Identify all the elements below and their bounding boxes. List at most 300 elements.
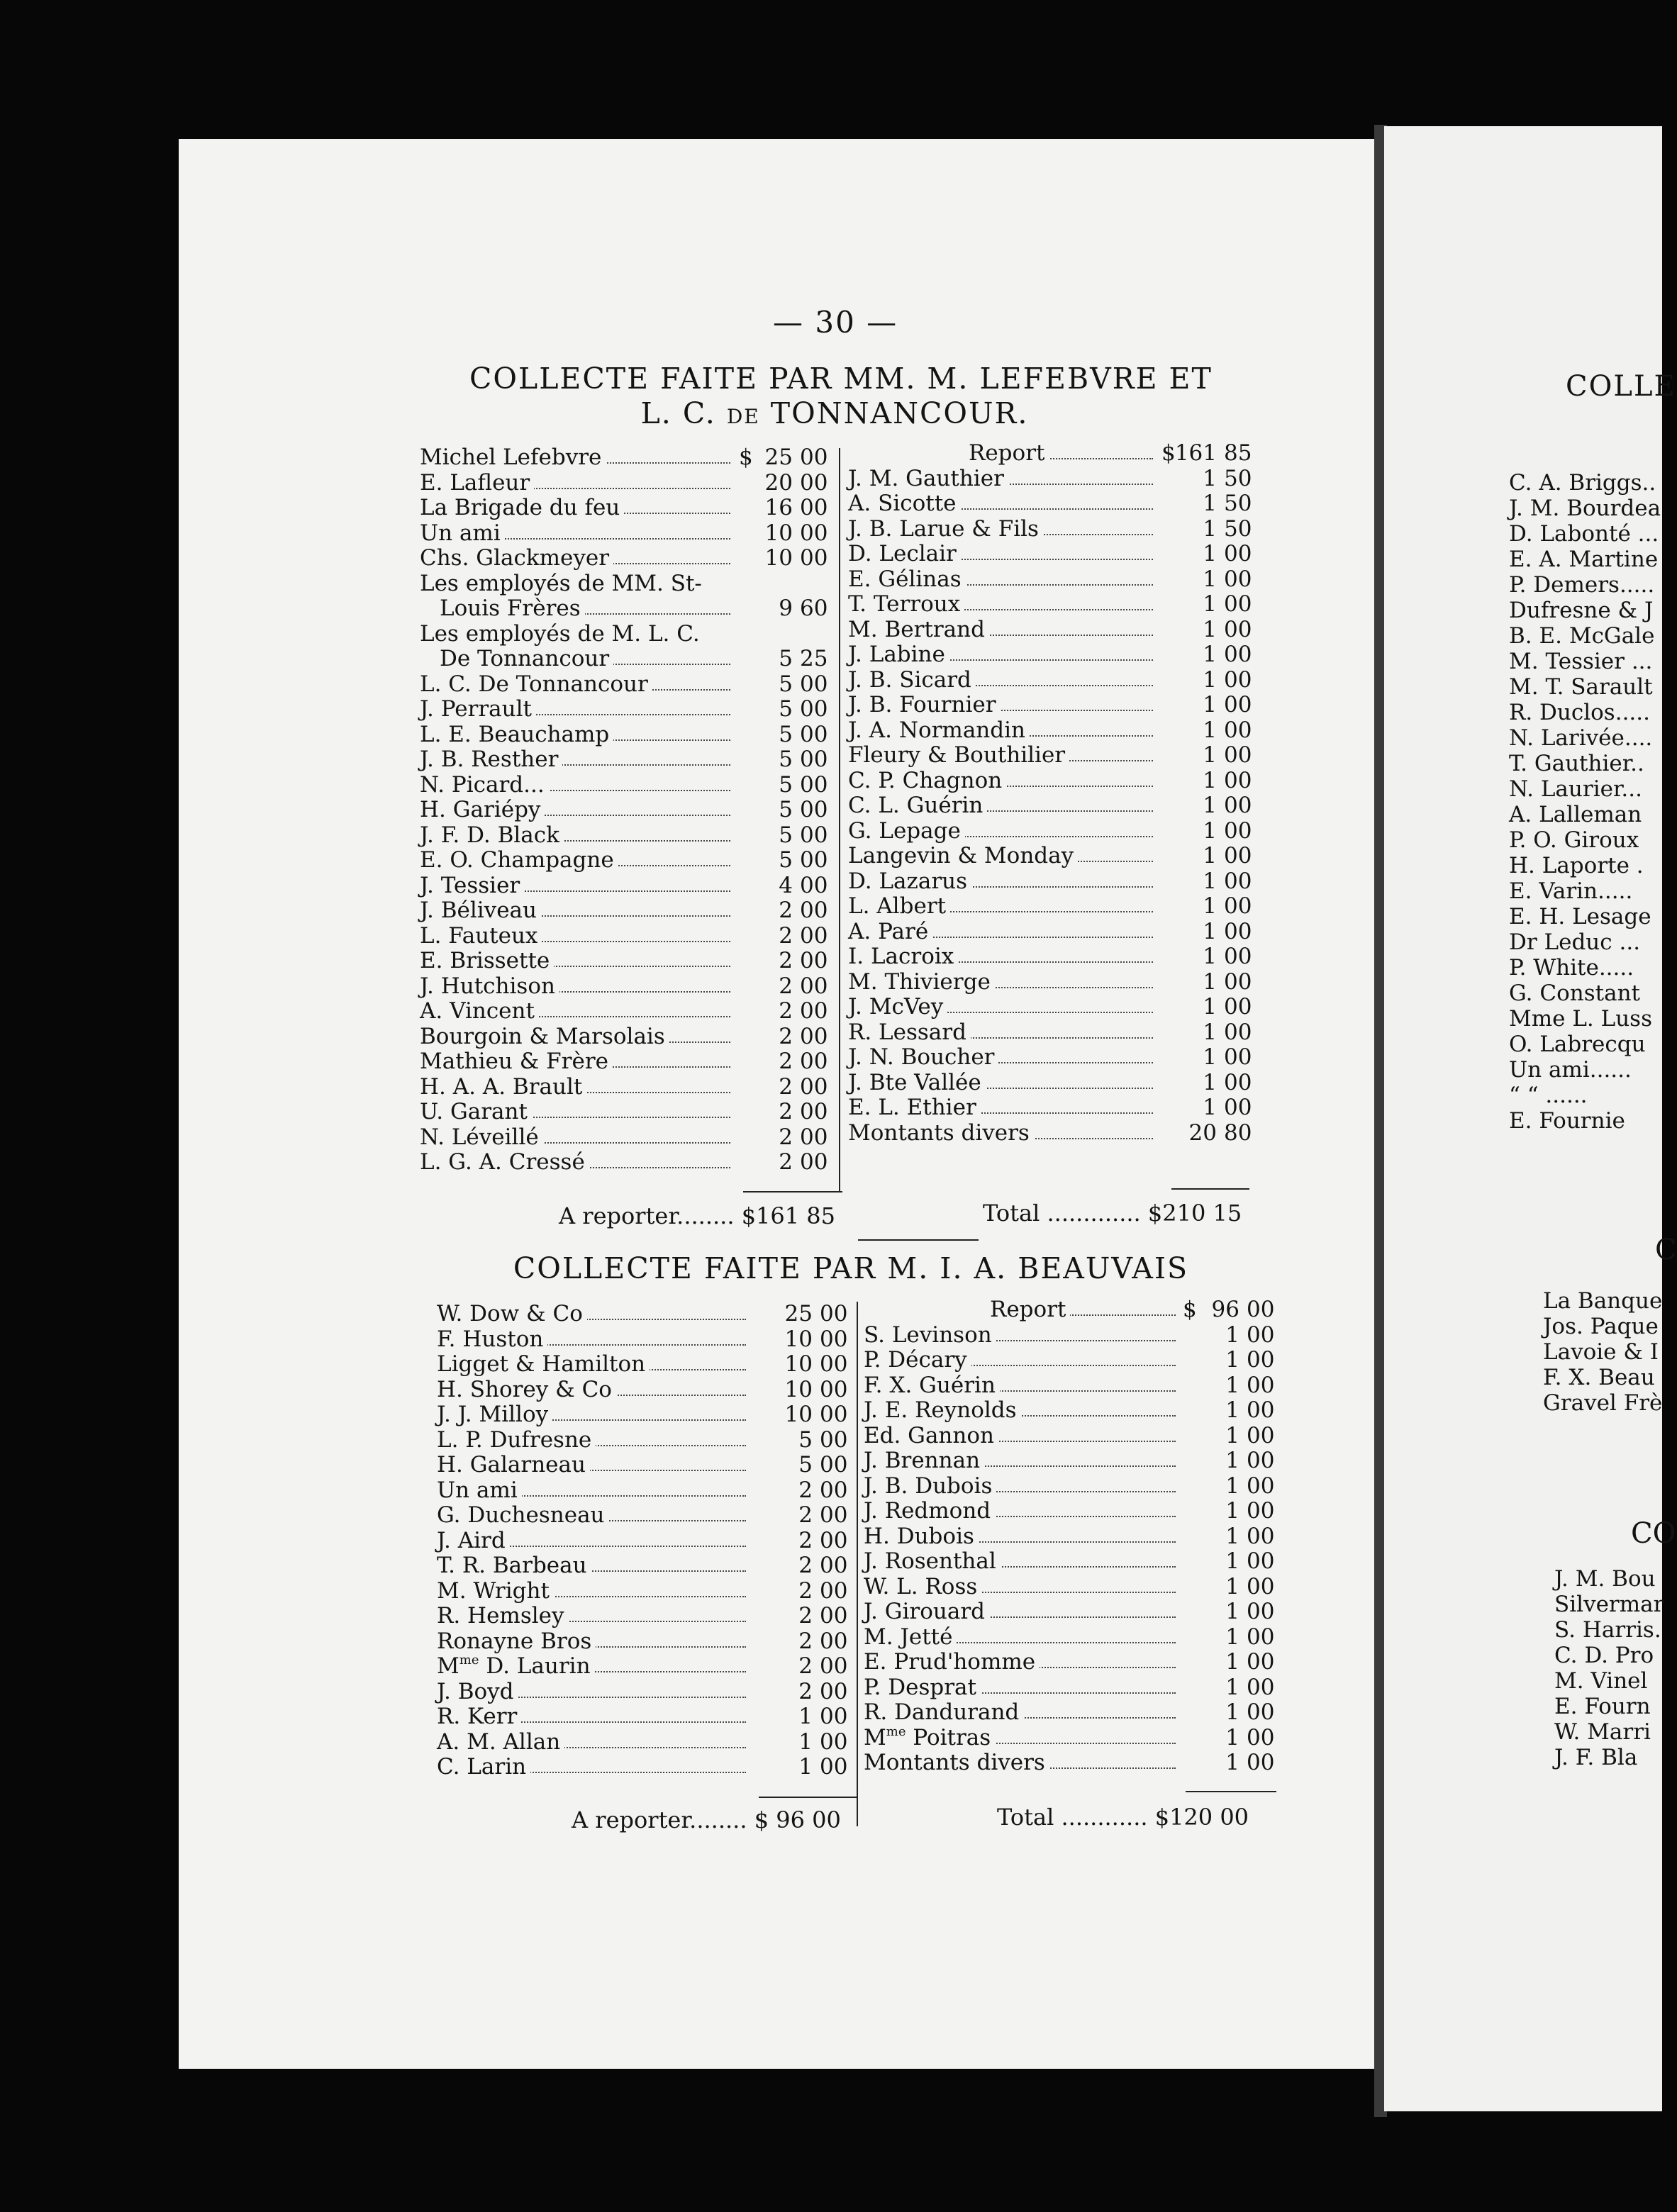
amount-cents: 00 [1224, 692, 1252, 717]
amount-dollars: 20 [1188, 1119, 1217, 1146]
contributor-name: J. B. Dubois [864, 1474, 996, 1499]
amount-dollars: 1 [1225, 1599, 1239, 1624]
next-page-entry: C. A. Briggs.. [1509, 470, 1656, 496]
next-page-entry: J. M. Bourdea [1509, 496, 1661, 521]
ledger-row [848, 1121, 1252, 1146]
amount-cents: 00 [1224, 541, 1252, 566]
amount-dollars: 1 [1203, 918, 1217, 944]
amount-dollars: 2 [798, 1477, 813, 1503]
amount-cents: 00 [820, 1326, 848, 1352]
contributor-name: La Brigade du feu [420, 496, 624, 521]
amount-dollars: 1 [1225, 1724, 1239, 1750]
contributor-name: J. McVey [848, 995, 947, 1020]
next-page-entry: S. Harris. [1554, 1617, 1661, 1643]
contributor-name: D. Leclair [848, 542, 961, 567]
amount-cents: 00 [1224, 793, 1252, 818]
amount-cents: 00 [1224, 918, 1252, 944]
contributor-name: E. Lafleur [420, 471, 534, 496]
amount-dollars: 1 [1203, 692, 1217, 717]
amount-cents: 00 [800, 747, 828, 772]
amount-dollars: 2 [798, 1502, 813, 1528]
ledger-row [420, 546, 845, 571]
amount-cents: 00 [800, 1049, 828, 1074]
amount-dollars: 1 [1203, 616, 1217, 642]
amount-cents: 00 [800, 469, 828, 496]
amount-cents: 00 [800, 847, 828, 873]
contributor-name: J. Hutchison [420, 974, 559, 1000]
amount-dollars: 2 [779, 948, 793, 973]
contributor-name: J. J. Milloy [437, 1402, 552, 1428]
amount-dollars: 1 [1225, 1422, 1239, 1448]
amount-dollars: 1 [1203, 843, 1217, 868]
contributor-name: P. Desprat [864, 1675, 981, 1701]
next-page-entry: A. Lalleman [1509, 802, 1642, 827]
section1-left-column [420, 445, 845, 1175]
contributor-name: H. Shorey & Co [437, 1378, 616, 1403]
amount-dollars: 2 [798, 1553, 813, 1578]
amount-cents: 50 [1224, 491, 1252, 516]
contributor-name: A. M. Allan [437, 1730, 564, 1755]
amount-cents: 00 [800, 1149, 828, 1175]
section2-a-reporter: A reporter........ $ 96 00 [572, 1806, 841, 1833]
amount-dollars: 4 [779, 872, 793, 898]
amount-dollars: 5 [779, 822, 793, 848]
amount-cents: 00 [1247, 1498, 1275, 1524]
amount-dollars: 1 [1203, 1044, 1217, 1070]
next-page-entry: Silvermar [1554, 1592, 1664, 1617]
contributor-name: De Tonnancour [440, 647, 613, 672]
amount-cents: 00 [800, 495, 828, 520]
next-page-entry: P. Demers..... [1509, 572, 1655, 598]
contributor-name: R. Dandurand [864, 1700, 1023, 1726]
contributor-name: T. Terroux [848, 592, 964, 618]
next-page-entry: E. A. Martine [1509, 547, 1659, 572]
amount-cents: 00 [820, 1628, 848, 1654]
amount-dollars: 5 [798, 1426, 813, 1453]
next-page-entry: Dr Leduc ... [1509, 929, 1641, 955]
amount-dollars: 2 [798, 1653, 813, 1679]
next-page-entry: E. Fournie [1509, 1108, 1625, 1134]
amount-dollars: 5 [779, 847, 793, 873]
amount-cents: 00 [1224, 717, 1252, 743]
contributor-name: R. Lessard [848, 1020, 971, 1046]
next-page-entry: N. Larivée.... [1509, 725, 1653, 751]
contributor-name: L. G. A. Cressé [420, 1150, 589, 1175]
next-page-entry: Jos. Paque [1543, 1314, 1659, 1339]
amount-cents: 00 [820, 1678, 848, 1704]
amount-cents: 00 [1247, 1473, 1275, 1499]
amount-dollars: 5 [779, 771, 793, 798]
next-page-entry: F. X. Beau [1543, 1365, 1655, 1390]
section2-left-rule [759, 1797, 858, 1798]
contributor-name: L. C. De Tonnancour [420, 672, 652, 698]
contributor-name: C. L. Guérin [848, 793, 987, 819]
amount-cents: 00 [1247, 1347, 1275, 1373]
amount-dollars: 1 [1203, 666, 1217, 693]
contributor-name: E. L. Ethier [848, 1095, 981, 1121]
contributor-name: E. O. Champagne [420, 848, 618, 873]
next-page-list-3 [1554, 1567, 1664, 1771]
section1-title-line1: COLLECTE FAITE PAR MM. M. LEFEBVRE ET [469, 362, 1213, 396]
amount-cents: 00 [1224, 666, 1252, 693]
amount-dollars: 2 [779, 922, 793, 949]
contributor-name: Montants divers [848, 1121, 1034, 1146]
next-page-list-1 [1509, 471, 1661, 1134]
amount-dollars: 1 [1225, 1674, 1239, 1700]
amount-cents: 50 [1224, 515, 1252, 542]
amount-dollars: 10 [784, 1402, 813, 1427]
next-page-entry: H. Laporte . [1509, 853, 1644, 878]
amount-cents: 00 [1247, 1573, 1275, 1599]
amount-cents: 00 [1224, 893, 1252, 919]
amount-cents: 80 [1224, 1119, 1252, 1146]
amount-dollars: 10 [784, 1376, 813, 1402]
ledger-row [420, 596, 845, 622]
contributor-name: N. Picard... [420, 773, 549, 798]
amount-dollars: 1 [1225, 1573, 1239, 1599]
amount-cents: 00 [820, 1452, 848, 1478]
contributor-name: J. M. Gauthier [848, 467, 1008, 492]
section2-left-column [437, 1302, 855, 1780]
title-abbrev: me [459, 1653, 479, 1668]
amount-dollars: 1 [798, 1728, 813, 1755]
amount-dollars: 1 [1203, 1095, 1217, 1120]
section1-right-rule [1171, 1188, 1249, 1190]
amount-cents: 00 [800, 520, 828, 546]
contributor-name: N. Léveillé [420, 1125, 543, 1151]
section1-left-rule [743, 1191, 842, 1192]
amount-cents: 00 [1247, 1297, 1275, 1322]
amount-dollars: 2 [779, 1049, 793, 1074]
ledger-row [437, 1755, 855, 1780]
amount-cents: 00 [800, 671, 828, 697]
amount-dollars: 1 [1203, 944, 1217, 969]
contributor-name: I. Lacroix [848, 944, 958, 970]
next-page-entry: W. Marri [1554, 1719, 1651, 1745]
amount-dollars: 1 [1203, 767, 1217, 793]
contributor-name: Chs. Glackmeyer [420, 546, 613, 571]
contributor-name: Ed. Gannon [864, 1424, 998, 1449]
contributor-name: E. Brissette [420, 949, 554, 974]
section2-column-divider [857, 1302, 858, 1826]
next-page-entry: J. F. Bla [1554, 1745, 1638, 1770]
amount-cents: 00 [1224, 1069, 1252, 1095]
amount-cents: 00 [800, 545, 828, 571]
next-page-list-2 [1543, 1289, 1662, 1417]
contributor-name: Les employés de MM. St- [420, 570, 702, 596]
amount-dollars: 25 [784, 1301, 813, 1326]
section2-right-column [864, 1297, 1275, 1776]
contributor-name: Louis Frères [440, 596, 585, 622]
amount-cents: 00 [820, 1704, 848, 1729]
amount-cents: 00 [1247, 1322, 1275, 1348]
section2-title: COLLECTE FAITE PAR M. I. A. BEAUVAIS [513, 1251, 1189, 1285]
amount-dollars: 1 [1203, 817, 1217, 844]
amount-dollars: 2 [779, 998, 793, 1024]
next-page-entry: Dufresne & J [1509, 598, 1654, 623]
amount-dollars: 1 [1203, 793, 1217, 818]
amount-dollars: 1 [1203, 566, 1217, 592]
contributor-name: E. Prud'homme [864, 1650, 1040, 1675]
amount-cents: 00 [1247, 1448, 1275, 1473]
next-page-entry: G. Constant [1509, 981, 1640, 1006]
amount-cents: 00 [1247, 1372, 1275, 1398]
amount-cents: 00 [800, 973, 828, 999]
contributor-name: Mathieu & Frère [420, 1049, 613, 1075]
amount-dollars: 1 [1225, 1372, 1239, 1398]
contributor-name: S. Levinson [864, 1323, 996, 1348]
next-page-entry: R. Duclos..... [1509, 700, 1650, 725]
next-page-entry: D. Labonté ... [1509, 521, 1659, 547]
contributor-name: A. Vincent [420, 999, 539, 1024]
amount-cents: 00 [1224, 817, 1252, 844]
amount-cents: 00 [1247, 1724, 1275, 1750]
amount-cents: 00 [820, 1502, 848, 1528]
contributor-name: J. F. D. Black [420, 823, 564, 849]
contributor-name: Montants divers [864, 1750, 1049, 1776]
amount-dollars: 9 [779, 596, 793, 621]
next-page-entry: N. Laurier... [1509, 776, 1642, 802]
amount-dollars: 5 [779, 747, 793, 772]
next-page-header-1: COLLE [1566, 370, 1676, 403]
contributor-name: R. Kerr [437, 1704, 521, 1730]
contributor-name: J. B. Larue & Fils [848, 517, 1043, 542]
amount-cents: 00 [1224, 1019, 1252, 1045]
currency-sign: $ [1161, 440, 1176, 466]
amount-dollars: 2 [798, 1603, 813, 1629]
amount-dollars: 2 [779, 898, 793, 923]
contributor-name: Bourgoin & Marsolais [420, 1024, 669, 1050]
amount-dollars: 10 [784, 1351, 813, 1377]
contributor-name: Report [969, 441, 1049, 467]
amount-cents: 00 [800, 445, 828, 470]
amount-cents: 00 [1224, 944, 1252, 969]
contributor-name: Michel Lefebvre [420, 445, 606, 471]
contributor-name: Un ami [437, 1478, 522, 1504]
amount-dollars: 1 [1225, 1649, 1239, 1675]
amount-dollars: 2 [779, 1099, 793, 1124]
amount-dollars: 1 [1203, 893, 1217, 919]
next-page-entry: P. White..... [1509, 955, 1634, 981]
amount-cents: 00 [800, 1023, 828, 1049]
currency-sign: $ [739, 445, 753, 470]
amount-cents: 00 [1247, 1649, 1275, 1675]
contributor-name: F. X. Guérin [864, 1373, 1000, 1399]
next-page-entry: La Banque [1543, 1288, 1663, 1314]
section2-total: Total ............ $120 00 [997, 1804, 1249, 1831]
amount-cents: 00 [1247, 1523, 1275, 1549]
contributor-name: Fleury & Bouthilier [848, 743, 1069, 769]
section2-right-rule [1186, 1791, 1276, 1792]
amount-cents: 00 [1247, 1422, 1275, 1448]
contributor-name: F. Huston [437, 1327, 547, 1353]
amount-dollars: 1 [1225, 1624, 1239, 1650]
amount-cents: 00 [800, 696, 828, 722]
next-page-entry: B. E. McGale [1509, 623, 1655, 649]
page-number: — 30 — [773, 305, 898, 340]
amount-cents: 50 [1224, 465, 1252, 491]
ledger-row [420, 1150, 845, 1175]
contributor-name: U. Garant [420, 1100, 532, 1125]
amount-cents: 85 [1224, 440, 1252, 466]
amount-cents: 00 [820, 1376, 848, 1402]
amount-cents: 00 [1224, 994, 1252, 1020]
section1-right-column [848, 441, 1252, 1146]
amount-cents: 00 [820, 1553, 848, 1578]
amount-dollars: 1 [1203, 491, 1217, 516]
contributor-name: $M^{me}$ D. Laurin [437, 1654, 595, 1680]
contributor-name: J. Brennan [864, 1448, 984, 1474]
next-page-header-3: CO [1631, 1517, 1676, 1550]
contributor-name: J. N. Boucher [848, 1045, 998, 1071]
next-page-entry: T. Gauthier.. [1509, 751, 1644, 776]
amount-cents: 00 [800, 1124, 828, 1150]
amount-cents: 00 [820, 1477, 848, 1503]
contributor-name: Les employés de M. L. C. [420, 620, 700, 647]
amount-dollars: 5 [779, 721, 793, 747]
contributor-name: E. Gélinas [848, 567, 966, 593]
amount-dollars: 1 [1225, 1448, 1239, 1473]
contributor-name: L. Fauteux [420, 924, 542, 949]
contributor-name: J. B. Sicard [848, 668, 976, 693]
amount-cents: 00 [820, 1301, 848, 1326]
contributor-name: J. B. Fournier [848, 693, 1001, 718]
contributor-name: T. R. Barbeau [437, 1553, 591, 1579]
amount-cents: 00 [1247, 1624, 1275, 1650]
amount-dollars: 2 [798, 1678, 813, 1704]
contributor-name: J. A. Normandin [848, 718, 1030, 744]
amount-cents: 00 [800, 872, 828, 898]
contributor-name: J. Labine [848, 642, 949, 668]
amount-dollars: 161 [1174, 440, 1217, 466]
amount-dollars: 2 [779, 1124, 793, 1150]
next-page-header-2: C [1655, 1234, 1677, 1266]
contributor-name: J. E. Reynolds [864, 1398, 1021, 1424]
amount-cents: 00 [1224, 767, 1252, 793]
next-page-entry: M. T. Sarault [1509, 674, 1653, 700]
amount-dollars: 16 [764, 495, 793, 520]
amount-cents: 00 [1224, 742, 1252, 768]
amount-cents: 00 [800, 1073, 828, 1100]
contributor-name: J. Aird [437, 1529, 510, 1554]
amount-cents: 00 [800, 822, 828, 848]
contributor-name: Langevin & Monday [848, 844, 1078, 869]
amount-cents: 00 [1224, 642, 1252, 667]
amount-dollars: 1 [1225, 1473, 1239, 1499]
contributor-name: L. E. Beauchamp [420, 722, 613, 748]
contributor-name: R. Hemsley [437, 1604, 569, 1629]
amount-cents: 00 [800, 771, 828, 798]
amount-dollars: 20 [764, 469, 793, 496]
amount-dollars: 5 [798, 1452, 813, 1478]
contributor-name: C. P. Chagnon [848, 769, 1006, 794]
contributor-name: J. Rosenthal [864, 1549, 1001, 1575]
amount-cents: 00 [800, 1099, 828, 1124]
amount-dollars: 2 [798, 1628, 813, 1654]
contributor-name: G. Duchesneau [437, 1503, 609, 1529]
contributor-name: J. Girouard [864, 1599, 989, 1625]
amount-dollars: 2 [779, 1073, 793, 1100]
amount-cents: 00 [820, 1728, 848, 1755]
amount-dollars: 96 [1211, 1297, 1239, 1322]
amount-cents: 00 [1224, 616, 1252, 642]
contributor-name: Ligget & Hamilton [437, 1352, 650, 1378]
amount-dollars: 5 [779, 671, 793, 697]
amount-dollars: 2 [779, 1149, 793, 1175]
amount-dollars: 1 [1203, 642, 1217, 667]
amount-dollars: 2 [798, 1577, 813, 1604]
title-abbrev: me [886, 1724, 906, 1739]
amount-cents: 25 [800, 646, 828, 671]
amount-cents: 00 [800, 998, 828, 1024]
next-page-entry: O. Labrecqu [1509, 1032, 1646, 1057]
section1-title [469, 362, 1213, 431]
amount-cents: 00 [1247, 1599, 1275, 1624]
amount-cents: 00 [1224, 1044, 1252, 1070]
amount-cents: 00 [800, 721, 828, 747]
contributor-name: A. Sicotte [848, 491, 961, 517]
next-page-entry: P. O. Giroux [1509, 827, 1639, 853]
amount-dollars: 10 [784, 1326, 813, 1352]
amount-cents: 00 [1224, 566, 1252, 592]
amount-dollars: 5 [779, 696, 793, 722]
contributor-name: J. Tessier [420, 873, 524, 899]
contributor-name: Ronayne Bros [437, 1629, 596, 1655]
next-page-entry: M. Tessier ... [1509, 649, 1653, 674]
amount-dollars: 25 [764, 445, 793, 470]
amount-cents: 00 [820, 1577, 848, 1604]
amount-dollars: 1 [1225, 1397, 1239, 1423]
contributor-name: $M^{me}$ Poitras [864, 1726, 995, 1751]
amount-cents: 00 [820, 1402, 848, 1427]
contributor-name: A. Paré [848, 920, 932, 945]
amount-cents: 00 [1247, 1397, 1275, 1423]
contributor-name: H. Galarneau [437, 1453, 590, 1478]
amount-dollars: 1 [1225, 1750, 1239, 1775]
contributor-name: Report [990, 1297, 1070, 1323]
section1-title-line2: L. C. DE TONNANCOUR. [640, 396, 1029, 431]
amount-cents: 00 [1247, 1699, 1275, 1725]
contributor-name: J. Bte Vallée [848, 1071, 986, 1096]
amount-dollars: 1 [1203, 1069, 1217, 1095]
amount-cents: 00 [820, 1603, 848, 1629]
contributor-name: D. Lazarus [848, 869, 971, 895]
next-page-entry: E. H. Lesage [1509, 904, 1651, 929]
amount-dollars: 10 [764, 520, 793, 546]
amount-cents: 00 [1224, 591, 1252, 617]
amount-dollars: 2 [779, 1023, 793, 1049]
contributor-name: L. Albert [848, 894, 950, 920]
amount-cents: 00 [800, 948, 828, 973]
next-page-entry: Mme L. Luss [1509, 1006, 1652, 1032]
next-page-entry: “ “ ...... [1509, 1083, 1588, 1108]
next-page-entry: E. Varin..... [1509, 878, 1633, 904]
contributor-name: J. B. Resther [420, 747, 562, 773]
currency-sign: $ [1183, 1297, 1197, 1322]
amount-dollars: 1 [1203, 742, 1217, 768]
contributor-name: L. P. Dufresne [437, 1428, 596, 1453]
amount-dollars: 1 [1225, 1523, 1239, 1549]
contributor-name: J. Perrault [420, 697, 536, 722]
amount-cents: 00 [820, 1527, 848, 1553]
next-page-entry: C. D. Pro [1554, 1643, 1654, 1668]
amount-dollars: 5 [779, 646, 793, 671]
amount-dollars: 1 [1203, 968, 1217, 995]
contributor-name: W. L. Ross [864, 1575, 981, 1600]
amount-dollars: 1 [1203, 868, 1217, 894]
contributor-name: M. Bertrand [848, 618, 989, 643]
amount-cents: 00 [1224, 868, 1252, 894]
